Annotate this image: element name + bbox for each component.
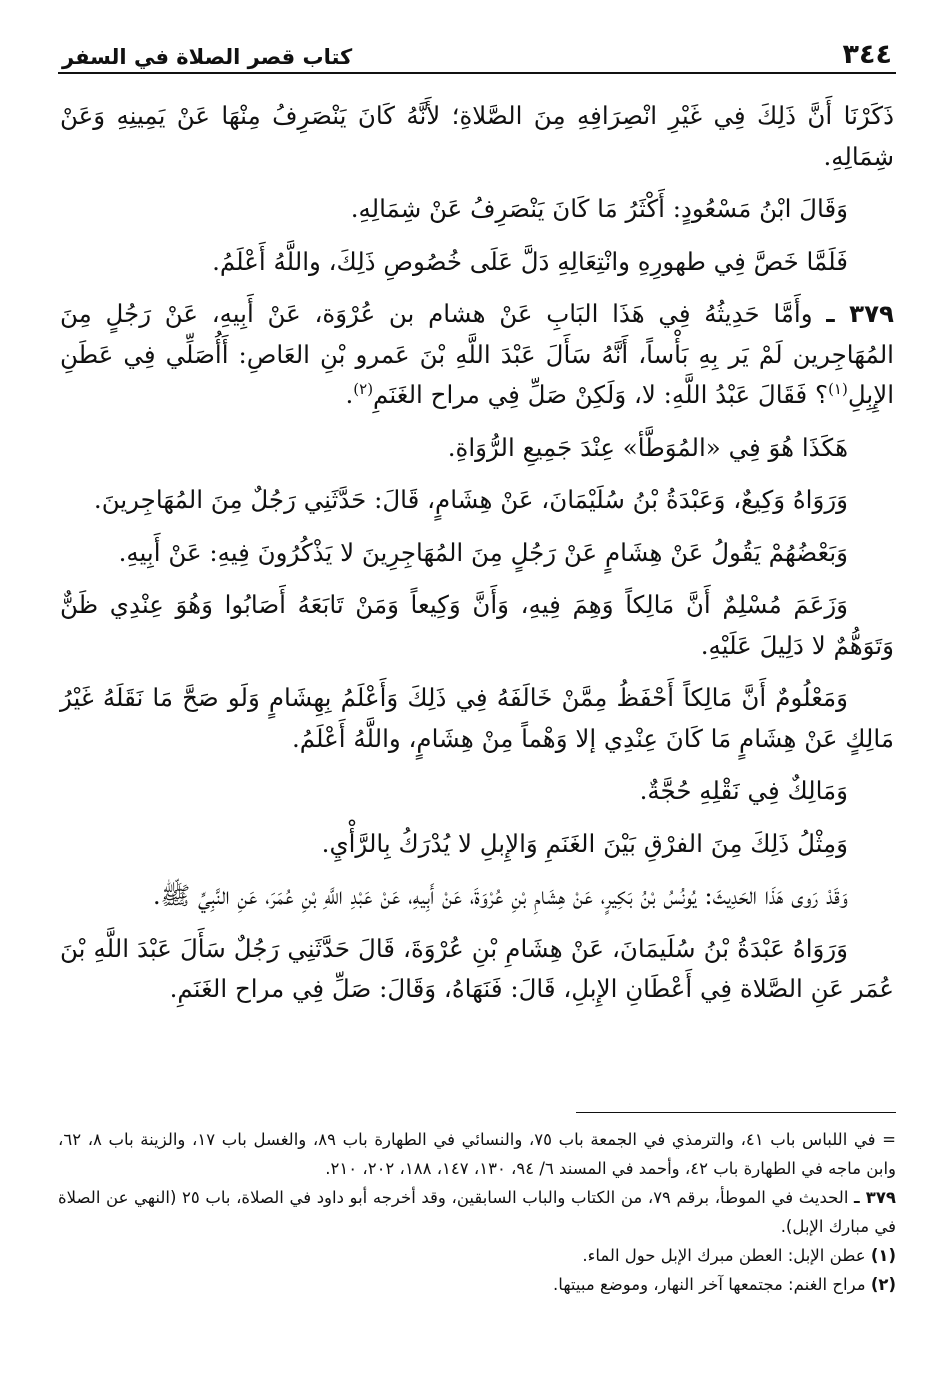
- footnote-ref-2[interactable]: (٢): [353, 379, 374, 398]
- footnote-1: [58, 1241, 896, 1270]
- footnote-number: (٢): [870, 1275, 896, 1294]
- hadith-text-part: .: [345, 380, 354, 409]
- paragraph: وَمِثْلُ ذَلِكَ مِنَ الفرْقِ بَيْنَ الغَنَمِ وَالإِبلِ لا يُدْرَكُ بِالرَّأْيِ.: [321, 828, 848, 858]
- footnote-continuation: = في اللباس باب ٤١، والترمذي في الجمعة باب ٧٥، والنسائي في الطهارة باب ٨٩، والغسل باب ١٧، والزينة باب ٨، ٦٢، وابن ماجه في الطهارة باب ٤٢، وأحمد في المسند ٦/ ٩٤، ١٣٠، ١٤٧، ١٨٨، ٢٠٢، ٢١٠.: [58, 1130, 896, 1178]
- paragraph: وَزَعَمَ مُسْلِمٌ أَنَّ مَالِكاً وَهِمَ فِيهِ، وَأَنَّ وَكِيعاً وَمَنْ تَابَعَهُ أَصَابُوا وَهُوَ عِنْدِي ظَنٌّ وَتَوَهُّمٌ لا دَلِيلَ عَلَيْهِ.: [60, 590, 894, 660]
- footnote-ref-1[interactable]: (١): [828, 379, 848, 398]
- paragraph: وَقَالَ ابْنُ مَسْعُودٍ: أَكْثَرُ مَا كَانَ يَنْصَرِفُ عَنْ شِمَالِهِ.: [350, 194, 848, 223]
- paragraph: وَرَوَاهُ عَبْدَةُ بْنُ سُلَيمَانَ، عَنْ هِشَامِ بْنِ عُرْوَةَ، قَالَ حَدَّثَنِي رَجُلٌ سَأَلَ عَبْدَ اللَّهِ بْنَ عُمَر عَنِ الصَّلاة فِي أَعْطَانِ الإِبلِ، قَالَ: فَنَهَاهُ، وَقَالَ: صَلِّ فِي مراح الغَنَمِ.: [60, 933, 894, 1003]
- paragraph: وَرَوَاهُ وَكِيعٌ، وَعَبْدَةُ بْنُ سُلَيْمَانَ، عَنْ هِشَامٍ، قَالَ: حَدَّثَنِي رَجُلٌ مِنَ المُهَاجِرينَ.: [93, 485, 848, 514]
- paragraph: هَكَذَا هُوَ فِي «المُوَطَّأ» عِنْدَ جَمِيعِ الرُّوَاةِ.: [447, 432, 848, 462]
- hadith-text-part: وأَمَّا حَدِيثُهُ فِي هَذَا البَابِ عَنْ هشام بن عُرْوَة، عَنْ أَبِيهِ، عَنْ رَجُلٍ مِنَ المُهَاجِرين لَمْ يَر بِهِ بَأْساً، أَنَّهُ سَأَلَ عَبْدَ اللَّهِ بْنَ عَمرو بْنِ العَاصِ: أَأُصَلِّي فِي عَطَنِ الإِبِلِ: [60, 299, 894, 409]
- main-text: [58, 96, 896, 1010]
- footnote-divider: [576, 1112, 896, 1113]
- page-number: ٣٤٤: [842, 39, 892, 70]
- footnote-hadith-note: [58, 1183, 896, 1241]
- hadith-paragraph: [58, 294, 896, 416]
- paragraph: وَمَالِكٌ فِي نَقْلِهِ حُجَّةٌ.: [639, 776, 848, 805]
- footnote-text: عطن الإبل: العطن مبرك الإبل حول الماء.: [582, 1246, 866, 1265]
- paragraph: وَبَعْضُهُمْ يَقُولُ عَنْ هِشَامٍ عَنْ رَجُلٍ مِنَ المُهَاجِرِينَ لا يَذْكُرُونَ فِيهِ: عَنْ أَبِيهِ.: [118, 537, 848, 567]
- footnote-2: [58, 1270, 896, 1299]
- running-title: كتاب قصر الصلاة في السفر: [62, 45, 353, 69]
- paragraph: وَقَدْ رَوى هَذَا الحَدِيثَ: يُونُسُ بْنُ بَكِيرٍ، عَنْ هِشَامِ بْنِ عُرْوَةَ، عَنْ أَبِيهِ، عَنْ عَبْدِ اللَّهِ بْنِ عُمَرَ، عَنِ النَّبِيِّ ﷺ.: [152, 881, 848, 910]
- hadith-text-part: ؟ فَقَالَ عَبْدُ اللَّهِ: لا، وَلَكِنْ صَلِّ فِي مراح الغَنَمِ: [373, 380, 829, 409]
- footnote-hadith-text: الحديث في الموطأ، برقم ٧٩، من الكتاب والباب السابقين، وقد أخرجه أبو داود في الصلاة، باب ٢٥ (النهي عن الصلاة في مبارك الإبل).: [58, 1188, 896, 1236]
- footnotes-section: [58, 1112, 896, 1299]
- footnote-text: مراح الغنم: مجتمعها آخر النهار، وموضع مبيتها.: [553, 1275, 866, 1294]
- paragraph: وَمَعْلُومٌ أَنَّ مَالِكاً أَحْفَظُ مِمَّنْ خَالَفَهُ فِي ذَلِكَ وَأَعْلَمُ بِهِشَامٍ وَلَو صَحَّ مَا نَقَلَهُ غَيْرُ مَالِكٍ عَنْ هِشَامٍ مَا كَانَ عِنْدِي إلا وَهْماً مِنْ هِشَامٍ، واللَّهُ أَعْلَمُ.: [60, 683, 894, 753]
- footnote-number: (١): [870, 1246, 896, 1265]
- footnote-hadith-number: ٣٧٩ ـ: [854, 1188, 896, 1207]
- page-header: [58, 28, 896, 74]
- paragraph: فَلَمَّا خَصَّ فِي طهورِهِ وانْتِعَالِهِ دَلَّ عَلَى خُصُوصِ ذَلِكَ، واللَّهُ أَعْلَمُ.: [212, 246, 848, 276]
- hadith-number: ٣٧٩ ـ: [826, 299, 894, 328]
- paragraph: ذَكَرْنَا أَنَّ ذَلِكَ فِي غَيْرِ انْصِرَافِهِ مِنَ الصَّلاةِ؛ لأَنَّهُ كَانَ يَنْصَرِفُ مِنْهَا عَنْ يَمِينِهِ وَعَنْ شِمَالِهِ.: [60, 101, 894, 171]
